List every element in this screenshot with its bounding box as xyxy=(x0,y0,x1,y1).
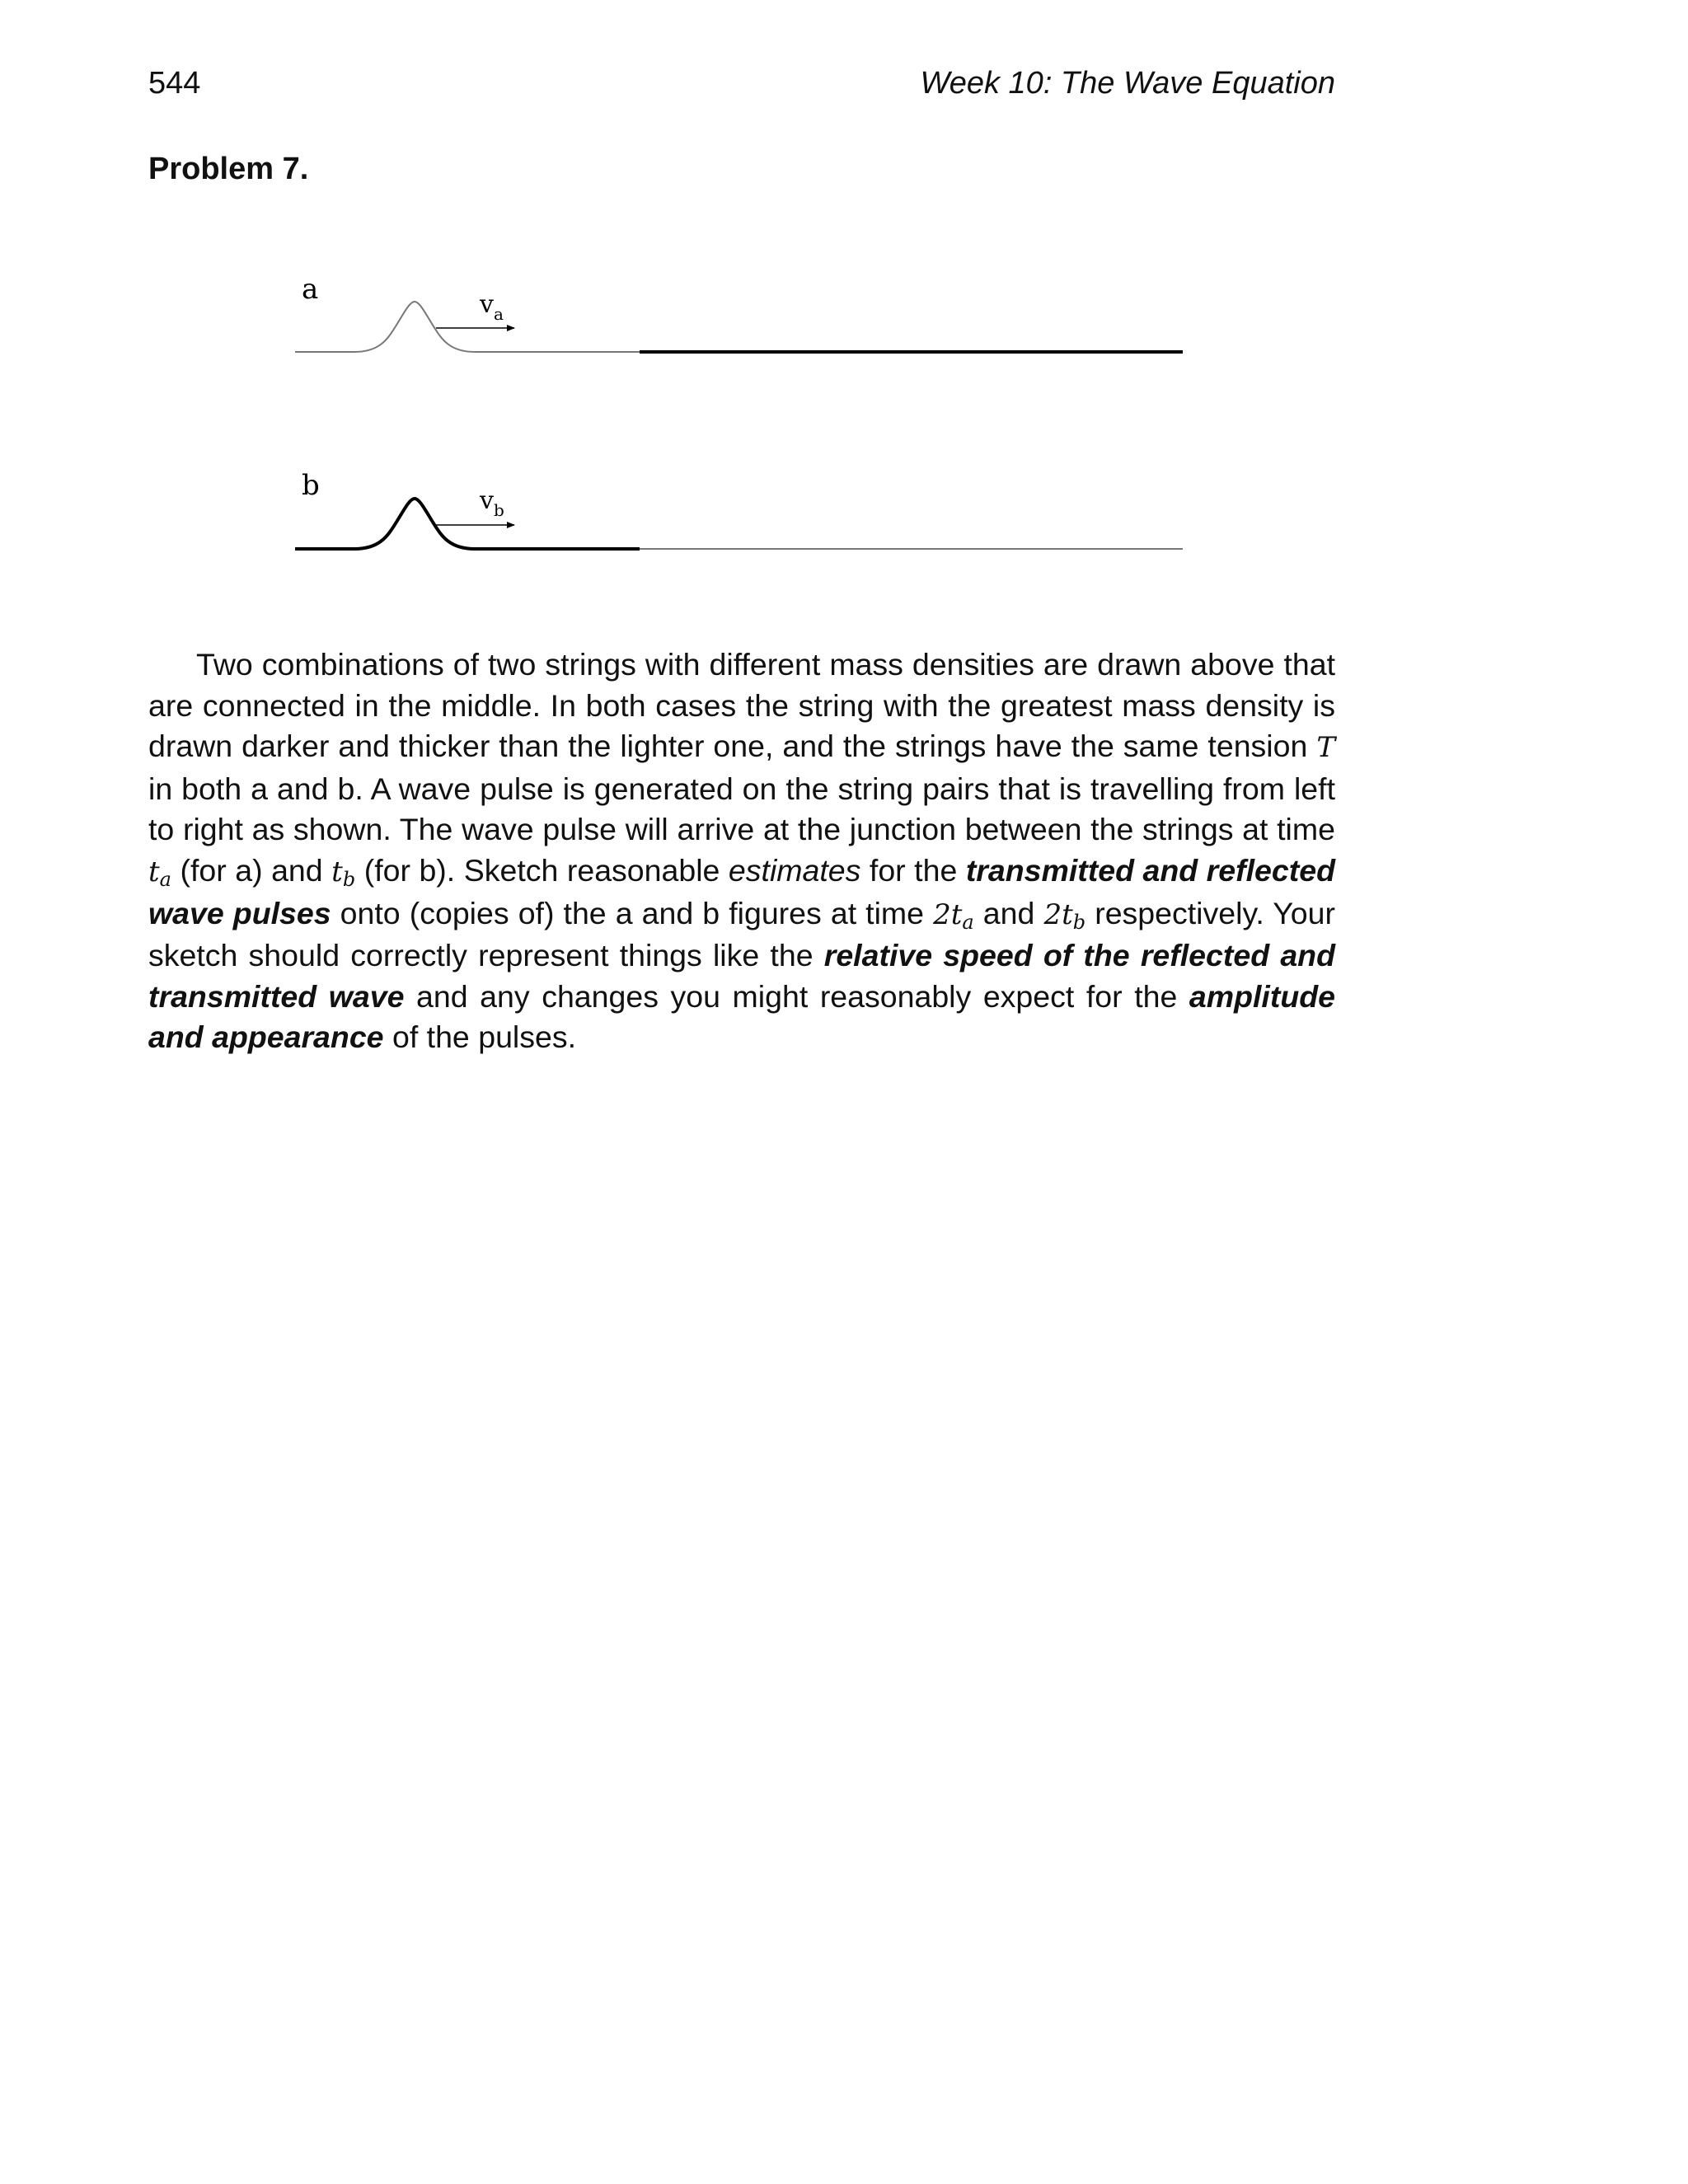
time-2ta: $2t_a$ xyxy=(933,898,974,934)
time-tb: $t_b$ xyxy=(331,855,356,891)
panel-b xyxy=(295,469,1183,549)
panel-b-label: b xyxy=(302,469,320,502)
problem-statement: Two combinations of two strings with different mass densities are drawn above that are connected in the middle. In both cases the string with the greatest mass density is drawn darker and thicker than the lighter one, and the strings have the same tension T in both a and b. A wave pulse is generated on the string pairs that is travelling from left to right as shown. The wave pulse will arrive at the junction between the strings at time $t_a$ (for a) and $t_b$ (for b). Sketch reasonable estimates for the transmitted and reflected wave pulses onto (copies of) the a and b figures at time $2t_a$ and $2t_b$ respectively. Your sketch should correctly represent things like the relative speed of the reflected and transmitted wave and any changes you might reasonably expect for the amplitude and appearance of the pulses. xyxy=(148,647,1335,1055)
panel-a-light-string-with-pulse xyxy=(295,302,640,352)
emphasis-relative-speed: relative speed of the reflected and transmitted wave xyxy=(148,938,1335,1014)
emphasis-estimates: estimates xyxy=(728,852,861,888)
tension-symbol: T xyxy=(1316,731,1335,765)
wave-pulse-figure xyxy=(0,0,1688,626)
running-head: Week 10: The Wave Equation xyxy=(920,66,1335,101)
panel-a xyxy=(295,273,1183,352)
problem-title: Problem 7. xyxy=(148,152,309,186)
panel-b-velocity-label: $v_b$ xyxy=(480,486,504,520)
page-number: 544 xyxy=(148,66,201,101)
panel-a-label: a xyxy=(302,273,319,306)
panel-b-heavy-string-with-pulse xyxy=(295,499,640,549)
emphasis-transmitted-reflected: transmitted and reflected wave pulses xyxy=(148,852,1335,930)
panel-a-velocity-label: $v_a$ xyxy=(480,290,504,324)
time-2tb: $2t_b$ xyxy=(1043,898,1086,934)
emphasis-amplitude-appearance: amplitude and appearance xyxy=(148,978,1335,1055)
time-ta: $t_a$ xyxy=(148,855,171,891)
